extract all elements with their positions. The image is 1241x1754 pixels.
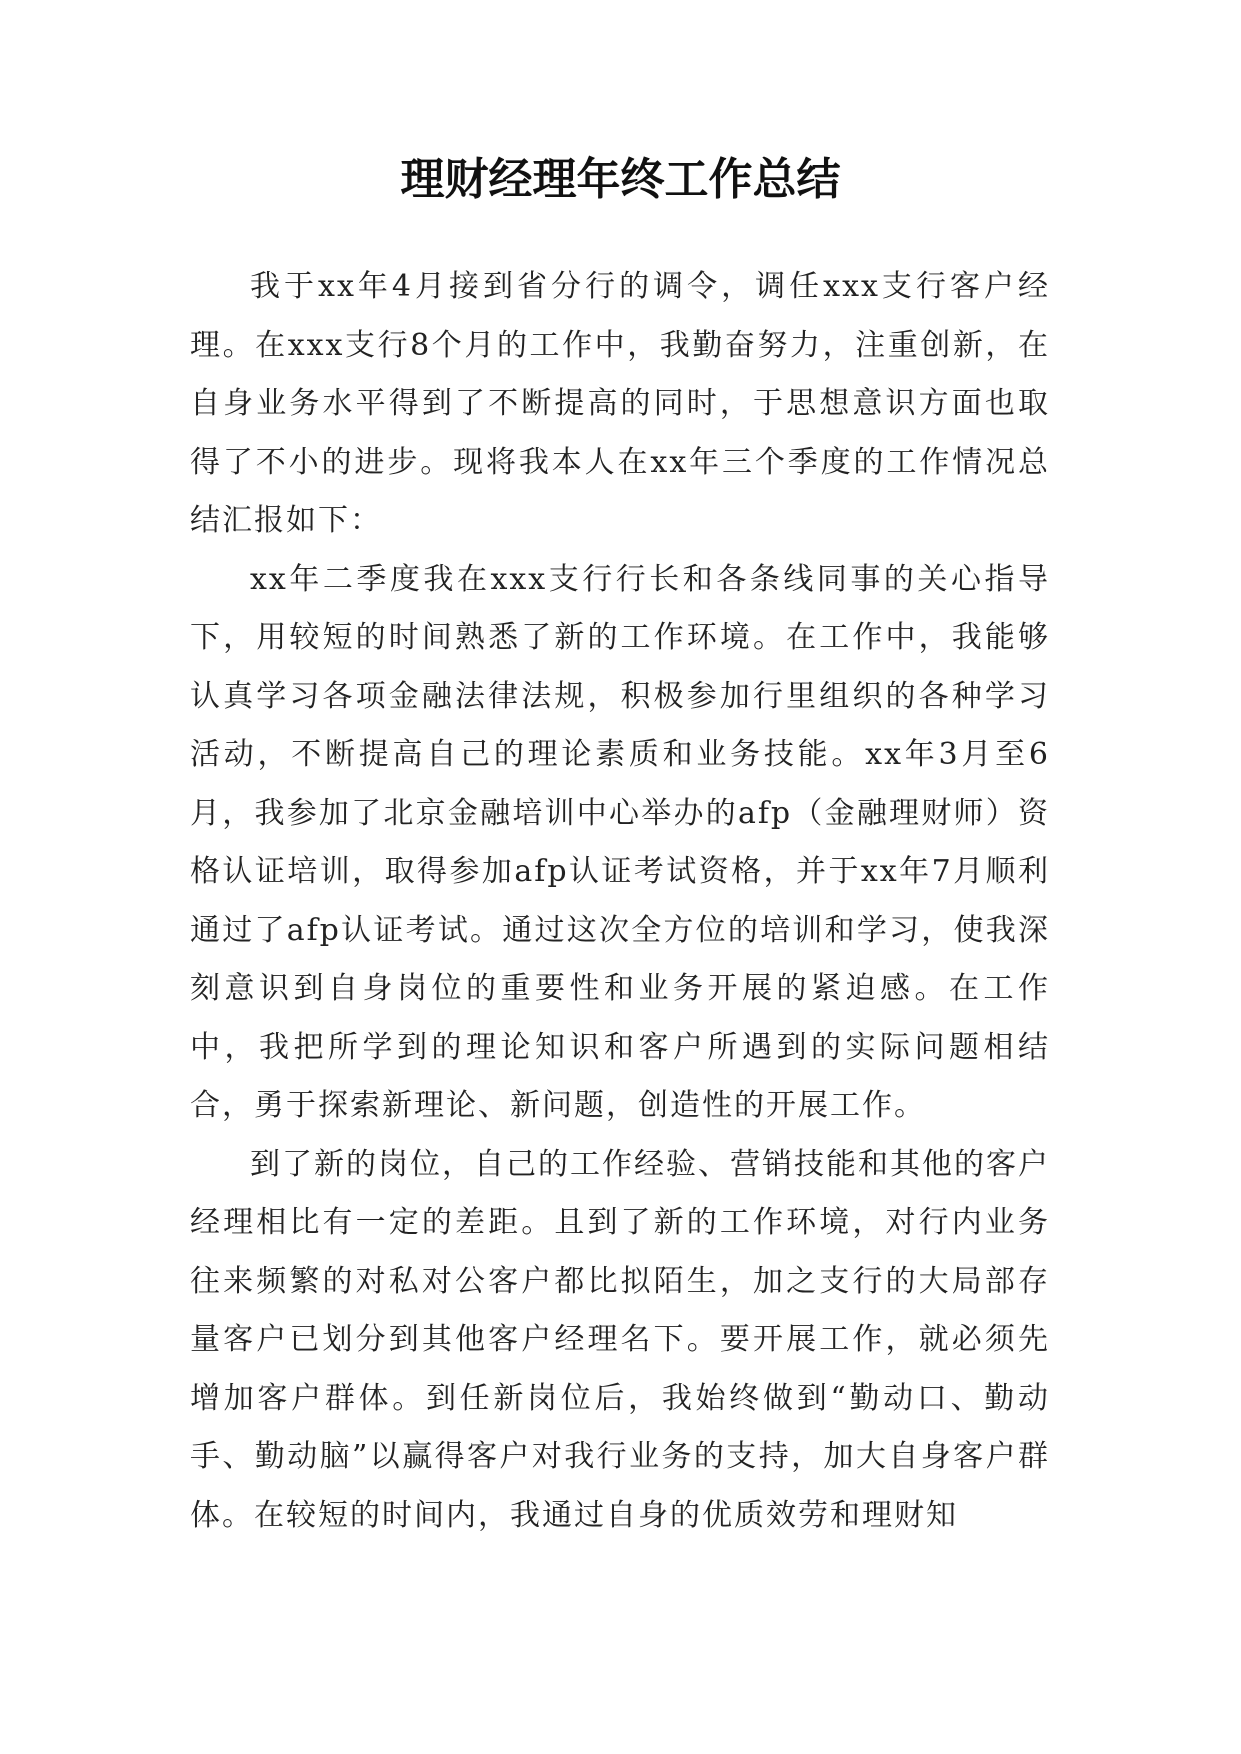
document-body [190,258,1050,1545]
paragraph-2: xx年二季度我在xxx支行行长和各条线同事的关心指导下，用较短的时间熟悉了新的工作环境。在工作中，我能够认真学习各项金融法律法规，积极参加行里组织的各种学习活动，不断提高自己的理论素质和业务技能。xx年3月至6月，我参加了北京金融培训中心举办的afp（金融理财师）资格认证培训，取得参加afp认证考试资格，并于xx年7月顺利通过了afp认证考试。通过这次全方位的培训和学习，使我深刻意识到自身岗位的重要性和业务开展的紧迫感。在工作中，我把所学到的理论知识和客户所遇到的实际问题相结合，勇于探索新理论、新问题，创造性的开展工作。 [190,561,1050,1123]
paragraph-1: 我于xx年4月接到省分行的调令，调任xxx支行客户经理。在xxx支行8个月的工作中，我勤奋努力，注重创新，在自身业务水平得到了不断提高的同时，于思想意识方面也取得了不小的进步。现将我本人在xx年三个季度的工作情况总结汇报如下： [190,269,1050,538]
document-title: 理财经理年终工作总结 [400,154,841,205]
paragraph-3: 到了新的岗位，自己的工作经验、营销技能和其他的客户经理相比有一定的差距。且到了新的工作环境，对行内业务往来频繁的对私对公客户都比拟陌生，加之支行的大局部存量客户已划分到其他客户经理名下。要开展工作，就必须先增加客户群体。到任新岗位后，我始终做到“勤动口、勤动手、勤动脑”以赢得客户对我行业务的支持，加大自身客户群体。在较短的时间内，我通过自身的优质效劳和理财知 [190,1146,1050,1533]
